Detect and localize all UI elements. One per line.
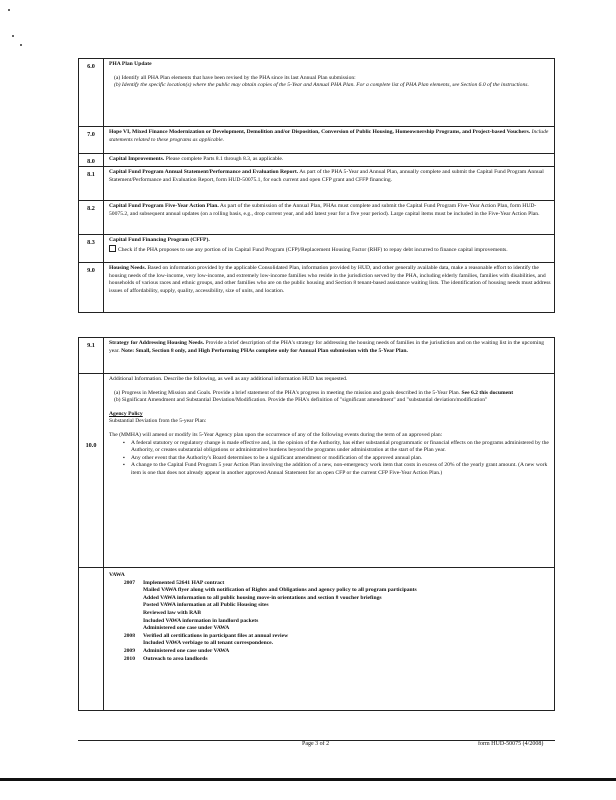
vawa-line: Posted VAWA information at all Public Housing sites <box>143 602 269 609</box>
vawa-year: 2008 <box>123 632 135 639</box>
vawa-year <box>109 602 143 610</box>
vawa-line: Reviewed law with RAB <box>143 609 201 616</box>
section-title: PHA Plan Update <box>109 61 152 67</box>
section-text: Provide a brief description of the PHA's strategy for addressing the housing needs of families in the jurisdiction and on the waiting list in the upcoming year. <box>109 340 545 354</box>
item-a-text: (a) Identify all PHA Plan elements that have been revised by the PHA since its last Annual Plan submission: <box>114 74 356 81</box>
section-bold-text: Strategy for Addressing Housing Needs. <box>109 340 205 346</box>
vawa-year: 2009 <box>123 647 135 654</box>
policy-subtitle: Substantial Deviation from the 5-year Plan: <box>109 418 207 425</box>
item-a-text: (a) Progress in Meeting Mission and Goals. Provide a brief statement of the PHA's progress in meeting the mission and goals described in the 5-Year Plan. <box>114 389 461 396</box>
section-bold-text: Capital Fund Program Annual Statement/Performance and Evaluation Report. <box>109 169 299 175</box>
section-bold-text: Housing Needs. <box>109 265 146 271</box>
section-8-2-row <box>79 201 554 235</box>
section-text: Hope VI, Mixed Finance Modernization or Development, Demolition and/or Disposition, Conversion of Public Housing, Homeownership Programs, and Project-based Vouchers. <box>109 129 531 135</box>
vawa-year <box>109 625 143 633</box>
scan-bottom-bar <box>0 778 616 781</box>
section-8-0-row <box>79 154 554 167</box>
vawa-line: Outreach to area landlords <box>143 655 208 662</box>
vawa-year <box>109 618 143 626</box>
item-a-tail: See 6.2 this document <box>461 389 514 396</box>
section-number: 8.1 <box>79 167 104 200</box>
vawa-line: Added VAWA information to all public housing move-in orientations and section 8 voucher briefings <box>143 594 382 601</box>
section-text: Please complete Parts 8.1 through 8.3, as applicable. <box>165 156 284 162</box>
section-italic-text: Include statements related to these programs as applicable. <box>109 129 549 143</box>
section-text: Check if the PHA proposes to use any portion of its Capital Fund Program (CFP)/Replacement Housing Factor (RHF) to repay debt incurred to finance capital improvements. <box>118 246 508 253</box>
section-bold-text: Capital Improvements. <box>109 156 165 162</box>
vawa-year: 2010 <box>123 655 135 662</box>
policy-bullet: ▪ A change to the Capital Fund Program 5 year Action Plan involving the addition of a new, non-emergency work item that costs in excess of 20% of the yearly grant amount. (A new work item is one that does not already appear in another approved Annual Statement for an open CFP or the current CFP Five-Year Action Plan.) <box>121 462 551 477</box>
vawa-line: Included VAWA verbiage to all tenant correspondence. <box>143 640 274 647</box>
section-9-0-row <box>79 263 554 312</box>
scan-speck <box>8 9 10 11</box>
section-text: Based on information provided by the applicable Consolidated Plan, information provided by HUD, and other generally available data, make a reasonable effort to identify the housing needs of the low-income, very low-income, and extremely low-income families who reside in the jurisdiction served by the PHA, including elderly families, families with disabilities, and households of various races and ethnic groups, and other families who are on the public housing and Section 8 tenant-based assistance waiting lists. The identification of housing needs must address issues of affordability, supply, quality, accessibility, size of units, and location. <box>109 265 551 294</box>
vawa-year <box>109 610 143 618</box>
vawa-row <box>79 568 554 710</box>
section-number: 8.0 <box>79 154 104 166</box>
section-text: As part of the PHA 5-Year and Annual Plan, annually complete and submit the Capital Fund Program Annual Statement/Performance and Evaluation Report, form HUD-50075.1, for each current and open CFP grant and CFFP financing. <box>109 169 544 183</box>
vawa-year <box>109 640 143 648</box>
policy-text: The (MMHA) will amend or modify its 5-Year Agency plan upon the occurrence of any of the following events during the term of an approved plan: <box>109 431 443 438</box>
vawa-line: Implemented 52641 HAP contract <box>143 579 225 586</box>
section-bold-text: Capital Fund Financing Program (CFFP). <box>109 237 210 243</box>
vawa-line: Verified all certifications in participant files at annual review <box>143 632 289 639</box>
section-number: 8.2 <box>79 201 104 234</box>
section-8-1-row <box>79 167 554 201</box>
scan-speck <box>20 44 22 46</box>
section-6-0-row <box>79 59 554 127</box>
form-number: form HUD-50075 (4/2008) <box>478 741 544 747</box>
section-number: 6.0 <box>79 59 104 126</box>
vawa-title: VAWA <box>109 572 125 578</box>
vawa-year: 2007 <box>123 579 135 586</box>
vawa-year <box>109 595 143 603</box>
section-9-1-row <box>79 338 554 374</box>
plan-table-lower <box>78 337 555 711</box>
vawa-line: Mailed VAWA flyer along with notification of Rights and Obligations and agency policy to all program participants <box>143 587 417 594</box>
item-b-text: (b) Significant Amendment and Substantial Deviation/Modification. Provide the PHA's definition of "significant amendment" and "substantial deviation/modification" <box>114 397 488 404</box>
section-intro: Additional Information. Describe the following, as well as any additional information HUD has requested. <box>109 376 348 382</box>
section-number: 8.3 <box>79 235 104 262</box>
cffp-checkbox[interactable] <box>109 245 116 252</box>
section-number-text: 10.0 <box>85 442 97 449</box>
section-number: 9.1 <box>79 338 104 373</box>
section-number <box>79 374 104 567</box>
vawa-year <box>109 587 143 595</box>
section-8-3-row <box>79 235 554 263</box>
vawa-line: Administered one case under VAWA <box>143 625 230 632</box>
section-bold-text: Capital Fund Program Five-Year Action Plan. <box>109 203 219 209</box>
section-number-empty <box>79 568 104 710</box>
section-7-0-row <box>79 127 554 154</box>
section-10-0-row <box>79 374 554 568</box>
section-text: As part of the submission of the Annual Plan, PHAs must complete and submit the Capital Fund Program Five-Year Action Plan, form HUD-50075.2, and subsequent annual updates (on a rolling basis, e.g., drop current year, and add latest year for a five year period). Large capital items must be included in the Five-Year Action Plan. <box>109 203 540 217</box>
section-note: Note: Small, Section 8 only, and High Performing PHAs complete only for Annual Plan submission with the 5-Year Plan. <box>121 347 408 354</box>
section-number: 9.0 <box>79 263 104 312</box>
policy-bullet: ▪ Any other event that the Authority's Board determines to be a significant amendment or modification of the approved annual plan. <box>121 455 551 463</box>
plan-table-upper <box>78 58 555 313</box>
policy-bullet: ▪ A federal statutory or regulatory change is made effective and, in the opinion of the Authority, has either substantial programmatic or financial effects on the programs administered by the Authority, or creates substantial obligations or administrative burdens beyond the programs under administration at the start of the Plan year. <box>121 440 551 455</box>
section-number: 7.0 <box>79 127 104 153</box>
vawa-line: Included VAWA information in landlord packets <box>143 617 259 624</box>
item-b-text: (b) Identify the specific location(s) where the public may obtain copies of the 5-Year and Annual PHA Plan. For a complete list of PHA Plan elements, see Section 6.0 of the instructions. <box>114 82 529 89</box>
scan-speck <box>12 35 14 37</box>
page-number: Page 3 of 2 <box>302 741 330 747</box>
vawa-line: Administered one case under VAWA <box>143 647 230 654</box>
policy-title: Agency Policy <box>109 410 143 417</box>
